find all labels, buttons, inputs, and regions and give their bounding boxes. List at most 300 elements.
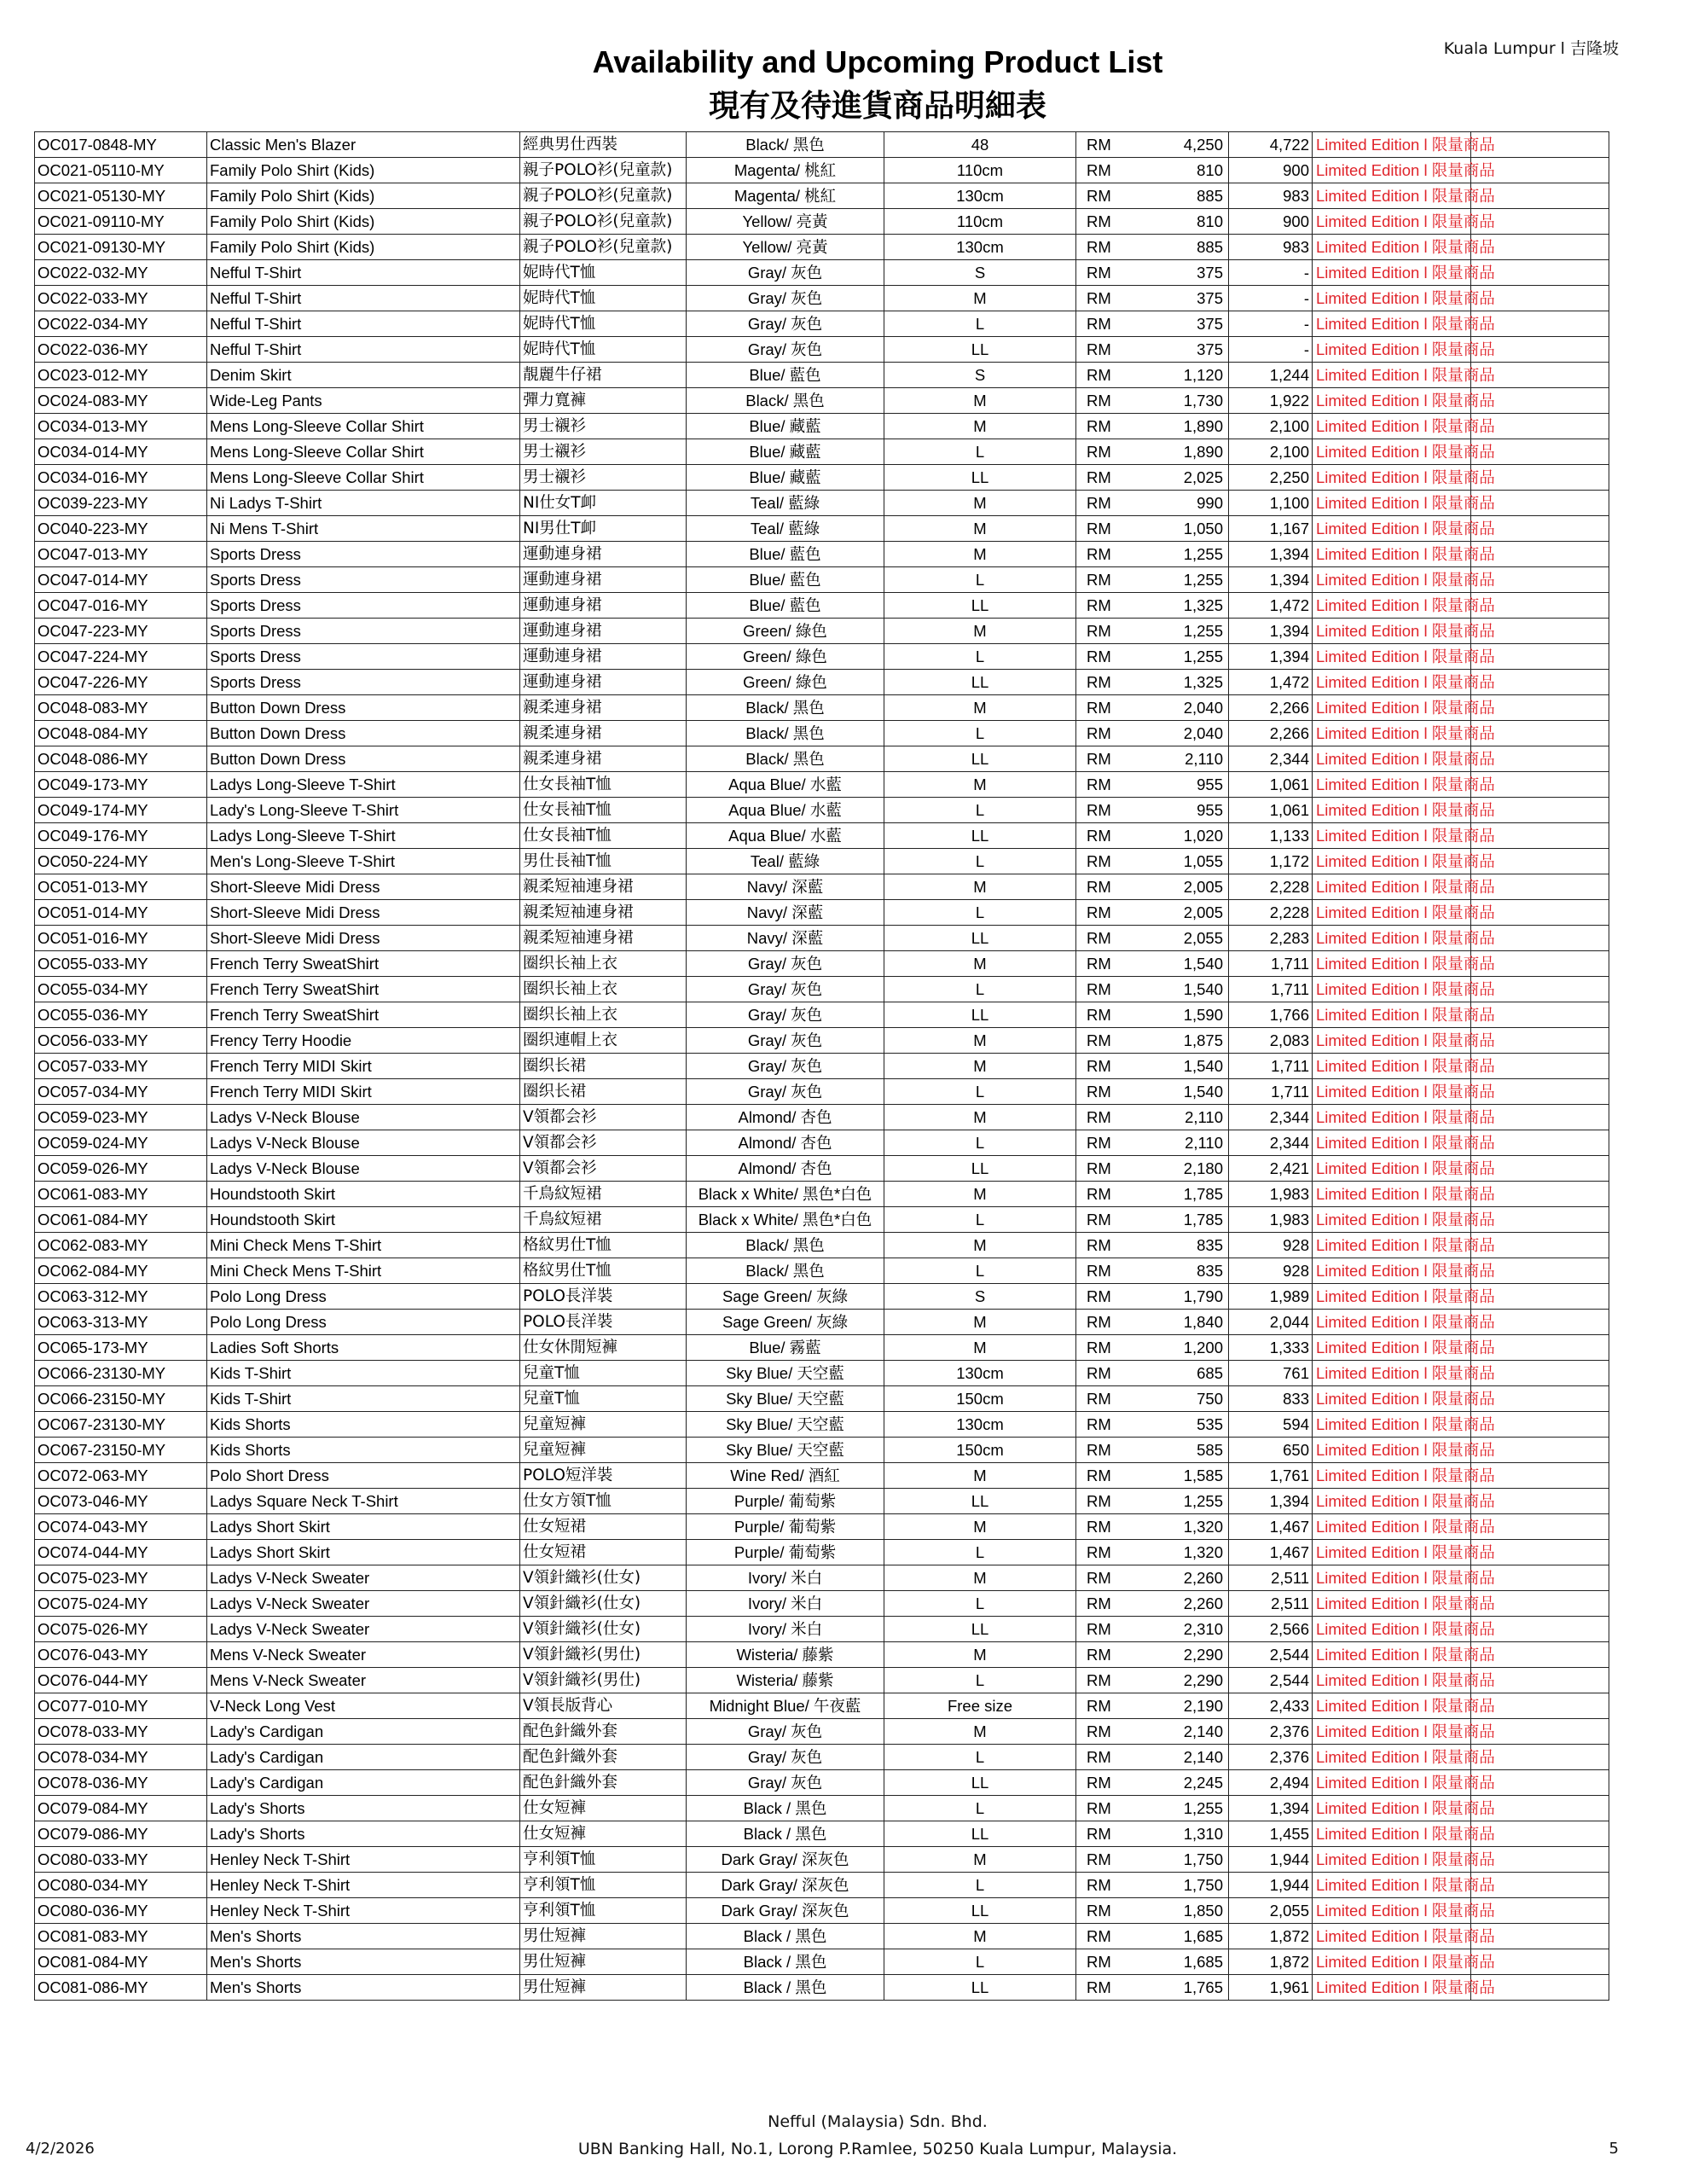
price-value: 750: [1197, 1390, 1223, 1408]
currency-label: RM: [1087, 212, 1111, 230]
product-name-cell: Henley Neck T-Shirt: [207, 1847, 520, 1873]
edition-note-cell: Limited Edition l 限量商品: [1313, 1719, 1471, 1745]
member-price-cell: 1,961: [1229, 1975, 1313, 2001]
member-price-cell: 983: [1229, 183, 1313, 209]
price-cell: [1076, 1438, 1229, 1463]
edition-note-cell: Limited Edition l 限量商品: [1313, 1182, 1471, 1207]
product-color-cell: Black / 黑色: [687, 1821, 884, 1847]
product-name-zh-cell: POLO短洋裝: [520, 1463, 687, 1489]
product-code-cell: OC080-036-MY: [35, 1898, 207, 1924]
product-name-zh-cell: 親子POLO衫(兒童款): [520, 158, 687, 183]
product-code-cell: OC074-043-MY: [35, 1514, 207, 1540]
product-code-cell: OC067-23150-MY: [35, 1438, 207, 1463]
price-cell: [1076, 1130, 1229, 1156]
product-code-cell: OC022-033-MY: [35, 286, 207, 311]
table-row: [35, 1028, 1609, 1054]
price-cell: [1076, 260, 1229, 286]
product-name-zh-cell: 親子POLO衫(兒童款): [520, 209, 687, 235]
product-name-cell: Ladys V-Neck Blouse: [207, 1130, 520, 1156]
member-price-cell: 1,061: [1229, 798, 1313, 823]
price-value: 2,005: [1183, 878, 1223, 896]
edition-note-cell: Limited Edition l 限量商品: [1313, 1540, 1471, 1565]
price-value: 375: [1197, 315, 1223, 333]
product-name-cell: Denim Skirt: [207, 363, 520, 388]
product-name-zh-cell: 彈力寬褲: [520, 388, 687, 414]
price-value: 835: [1197, 1236, 1223, 1254]
product-color-cell: Blue/ 藍色: [687, 363, 884, 388]
table-row: [35, 1438, 1609, 1463]
product-color-cell: Gray/ 灰色: [687, 1002, 884, 1028]
price-value: 2,005: [1183, 903, 1223, 921]
edition-note-cell: Limited Edition l 限量商品: [1313, 1591, 1471, 1617]
product-name-cell: Polo Long Dress: [207, 1284, 520, 1310]
product-name-cell: Family Polo Shirt (Kids): [207, 158, 520, 183]
member-price-cell: -: [1229, 286, 1313, 311]
table-row: [35, 695, 1609, 721]
price-value: 1,590: [1183, 1006, 1223, 1024]
edition-note-cell: Limited Edition l 限量商品: [1313, 1693, 1471, 1719]
product-name-cell: Lady's Cardigan: [207, 1719, 520, 1745]
product-color-cell: Aqua Blue/ 水藍: [687, 772, 884, 798]
product-color-cell: Wisteria/ 藤紫: [687, 1642, 884, 1668]
edition-note-cell: Limited Edition l 限量商品: [1313, 516, 1471, 542]
price-value: 1,790: [1183, 1287, 1223, 1305]
product-name-zh-cell: 格紋男仕T恤: [520, 1258, 687, 1284]
edition-note-cell: Limited Edition l 限量商品: [1313, 593, 1471, 619]
currency-label: RM: [1087, 1953, 1111, 1971]
product-size-cell: L: [884, 1207, 1076, 1233]
product-color-cell: Gray/ 灰色: [687, 1745, 884, 1770]
product-code-cell: OC022-034-MY: [35, 311, 207, 337]
product-code-cell: OC080-033-MY: [35, 1847, 207, 1873]
member-price-cell: 2,055: [1229, 1898, 1313, 1924]
member-price-cell: 761: [1229, 1361, 1313, 1386]
product-name-cell: Houndstooth Skirt: [207, 1182, 520, 1207]
edition-note-cell: Limited Edition l 限量商品: [1313, 1873, 1471, 1898]
product-size-cell: L: [884, 1079, 1076, 1105]
product-size-cell: 130cm: [884, 1361, 1076, 1386]
member-price-cell: 1,922: [1229, 388, 1313, 414]
product-name-zh-cell: V領針織衫(仕女): [520, 1565, 687, 1591]
product-name-cell: French Terry SweatShirt: [207, 977, 520, 1002]
product-color-cell: Black / 黑色: [687, 1975, 884, 2001]
product-code-cell: OC057-033-MY: [35, 1054, 207, 1079]
product-code-cell: OC048-086-MY: [35, 746, 207, 772]
product-size-cell: M: [884, 1847, 1076, 1873]
member-price-cell: 833: [1229, 1386, 1313, 1412]
product-name-zh-cell: 圈织长裙: [520, 1079, 687, 1105]
product-color-cell: Green/ 綠色: [687, 670, 884, 695]
product-name-cell: Family Polo Shirt (Kids): [207, 209, 520, 235]
edition-note-cell: Limited Edition l 限量商品: [1313, 746, 1471, 772]
product-code-cell: OC073-046-MY: [35, 1489, 207, 1514]
price-cell: [1076, 1617, 1229, 1642]
currency-label: RM: [1087, 1262, 1111, 1280]
table-row: [35, 1233, 1609, 1258]
edition-note-cell: Limited Edition l 限量商品: [1313, 1565, 1471, 1591]
price-value: 1,255: [1183, 622, 1223, 640]
product-name-cell: French Terry MIDI Skirt: [207, 1079, 520, 1105]
product-name-cell: Mini Check Mens T-Shirt: [207, 1258, 520, 1284]
product-size-cell: L: [884, 900, 1076, 926]
price-cell: [1076, 746, 1229, 772]
edition-note-cell: Limited Edition l 限量商品: [1313, 1924, 1471, 1949]
price-cell: [1076, 593, 1229, 619]
currency-label: RM: [1087, 1467, 1111, 1484]
product-name-zh-cell: 經典男仕西裝: [520, 132, 687, 158]
table-row: [35, 1821, 1609, 1847]
product-color-cell: Yellow/ 亮黃: [687, 209, 884, 235]
currency-label: RM: [1087, 238, 1111, 256]
price-value: 2,180: [1183, 1159, 1223, 1177]
price-value: 810: [1197, 161, 1223, 179]
member-price-cell: 2,376: [1229, 1745, 1313, 1770]
member-price-cell: 1,172: [1229, 849, 1313, 874]
price-value: 1,730: [1183, 392, 1223, 410]
currency-label: RM: [1087, 1774, 1111, 1792]
product-size-cell: M: [884, 1719, 1076, 1745]
edition-note-cell: Limited Edition l 限量商品: [1313, 772, 1471, 798]
edition-note-cell: Limited Edition l 限量商品: [1313, 1284, 1471, 1310]
product-size-cell: M: [884, 286, 1076, 311]
product-color-cell: Gray/ 灰色: [687, 286, 884, 311]
table-row: [35, 1412, 1609, 1438]
product-name-zh-cell: 配色針織外套: [520, 1719, 687, 1745]
currency-label: RM: [1087, 1390, 1111, 1408]
product-code-cell: OC047-016-MY: [35, 593, 207, 619]
product-name-cell: French Terry SweatShirt: [207, 1002, 520, 1028]
product-name-zh-cell: 兒童T恤: [520, 1386, 687, 1412]
price-cell: [1076, 951, 1229, 977]
product-size-cell: LL: [884, 337, 1076, 363]
price-value: 2,040: [1183, 699, 1223, 717]
table-row: [35, 1591, 1609, 1617]
product-color-cell: Black/ 黑色: [687, 132, 884, 158]
edition-note-cell: Limited Edition l 限量商品: [1313, 1207, 1471, 1233]
product-size-cell: L: [884, 1130, 1076, 1156]
edition-note-cell: Limited Edition l 限量商品: [1313, 1002, 1471, 1028]
member-price-cell: 2,544: [1229, 1642, 1313, 1668]
price-cell: [1076, 311, 1229, 337]
product-name-cell: V-Neck Long Vest: [207, 1693, 520, 1719]
product-name-cell: Ladys Long-Sleeve T-Shirt: [207, 823, 520, 849]
price-value: 1,325: [1183, 596, 1223, 614]
footer-address: UBN Banking Hall, No.1, Lorong P.Ramlee, 50250 Kuala Lumpur, Malaysia.: [577, 2140, 1178, 2158]
product-color-cell: Gray/ 灰色: [687, 260, 884, 286]
price-cell: [1076, 670, 1229, 695]
edition-note-cell: Limited Edition l 限量商品: [1313, 1310, 1471, 1335]
member-price-cell: 2,566: [1229, 1617, 1313, 1642]
product-size-cell: LL: [884, 926, 1076, 951]
product-size-cell: M: [884, 1233, 1076, 1258]
product-size-cell: M: [884, 1463, 1076, 1489]
edition-note-cell: Limited Edition l 限量商品: [1313, 1361, 1471, 1386]
product-color-cell: Aqua Blue/ 水藍: [687, 823, 884, 849]
currency-label: RM: [1087, 1825, 1111, 1843]
table-row: [35, 926, 1609, 951]
member-price-cell: 1,467: [1229, 1514, 1313, 1540]
product-name-zh-cell: 運動連身裙: [520, 644, 687, 670]
price-cell: [1076, 874, 1229, 900]
currency-label: RM: [1087, 750, 1111, 768]
location-label: Kuala Lumpur l 吉隆坡: [1443, 39, 1619, 58]
product-name-cell: Men's Shorts: [207, 1924, 520, 1949]
price-value: 1,850: [1183, 1902, 1223, 1920]
price-value: 1,255: [1183, 545, 1223, 563]
product-code-cell: OC051-014-MY: [35, 900, 207, 926]
edition-note-cell: Limited Edition l 限量商品: [1313, 1438, 1471, 1463]
table-row: [35, 798, 1609, 823]
product-name-cell: Ladys V-Neck Sweater: [207, 1617, 520, 1642]
currency-label: RM: [1087, 622, 1111, 640]
product-size-cell: M: [884, 1028, 1076, 1054]
product-color-cell: Navy/ 深藍: [687, 874, 884, 900]
price-cell: [1076, 1719, 1229, 1745]
product-code-cell: OC066-23130-MY: [35, 1361, 207, 1386]
currency-label: RM: [1087, 545, 1111, 563]
price-cell: [1076, 414, 1229, 439]
table-row: [35, 849, 1609, 874]
product-size-cell: LL: [884, 1002, 1076, 1028]
edition-note-cell: Limited Edition l 限量商品: [1313, 1668, 1471, 1693]
product-name-zh-cell: 兒童T恤: [520, 1361, 687, 1386]
table-row: [35, 1258, 1609, 1284]
member-price-cell: 2,228: [1229, 874, 1313, 900]
currency-label: RM: [1087, 1543, 1111, 1561]
price-value: 2,025: [1183, 468, 1223, 486]
product-name-zh-cell: V領長版背心: [520, 1693, 687, 1719]
member-price-cell: 1,944: [1229, 1873, 1313, 1898]
price-cell: [1076, 1002, 1229, 1028]
product-size-cell: L: [884, 977, 1076, 1002]
edition-note-cell: Limited Edition l 限量商品: [1313, 849, 1471, 874]
product-color-cell: Navy/ 深藍: [687, 900, 884, 926]
product-size-cell: L: [884, 644, 1076, 670]
product-name-zh-cell: 兒童短褲: [520, 1438, 687, 1463]
product-color-cell: Black/ 黑色: [687, 388, 884, 414]
product-size-cell: L: [884, 311, 1076, 337]
price-cell: [1076, 1028, 1229, 1054]
product-name-cell: Ni Ladys T-Shirt: [207, 491, 520, 516]
product-color-cell: Gray/ 灰色: [687, 1719, 884, 1745]
currency-label: RM: [1087, 1697, 1111, 1715]
product-code-cell: OC061-084-MY: [35, 1207, 207, 1233]
product-size-cell: M: [884, 619, 1076, 644]
product-name-cell: Button Down Dress: [207, 695, 520, 721]
edition-note-cell: Limited Edition l 限量商品: [1313, 286, 1471, 311]
currency-label: RM: [1087, 1671, 1111, 1689]
product-color-cell: Blue/ 藍色: [687, 542, 884, 567]
table-row: [35, 158, 1609, 183]
product-size-cell: M: [884, 516, 1076, 542]
product-code-cell: OC055-034-MY: [35, 977, 207, 1002]
product-code-cell: OC063-313-MY: [35, 1310, 207, 1335]
product-name-zh-cell: 仕女短裙: [520, 1514, 687, 1540]
currency-label: RM: [1087, 443, 1111, 461]
currency-label: RM: [1087, 1646, 1111, 1664]
product-size-cell: M: [884, 1054, 1076, 1079]
product-color-cell: Gray/ 灰色: [687, 337, 884, 363]
product-size-cell: L: [884, 849, 1076, 874]
currency-label: RM: [1087, 852, 1111, 870]
product-size-cell: M: [884, 542, 1076, 567]
product-color-cell: Teal/ 藍綠: [687, 491, 884, 516]
member-price-cell: 2,250: [1229, 465, 1313, 491]
currency-label: RM: [1087, 955, 1111, 973]
product-name-zh-cell: 亨利領T恤: [520, 1898, 687, 1924]
product-code-cell: OC062-084-MY: [35, 1258, 207, 1284]
product-code-cell: OC061-083-MY: [35, 1182, 207, 1207]
member-price-cell: 1,394: [1229, 619, 1313, 644]
product-code-cell: OC079-084-MY: [35, 1796, 207, 1821]
product-size-cell: M: [884, 1310, 1076, 1335]
product-color-cell: Sky Blue/ 天空藍: [687, 1386, 884, 1412]
edition-note-cell: Limited Edition l 限量商品: [1313, 465, 1471, 491]
product-name-zh-cell: 男仕短褲: [520, 1975, 687, 2001]
currency-label: RM: [1087, 187, 1111, 205]
member-price-cell: 2,266: [1229, 695, 1313, 721]
product-code-cell: OC017-0848-MY: [35, 132, 207, 158]
currency-label: RM: [1087, 980, 1111, 998]
table-row: [35, 1847, 1609, 1873]
product-name-cell: Lady's Long-Sleeve T-Shirt: [207, 798, 520, 823]
product-name-cell: Ladys V-Neck Sweater: [207, 1591, 520, 1617]
price-value: 2,260: [1183, 1569, 1223, 1587]
product-size-cell: M: [884, 874, 1076, 900]
product-code-cell: OC062-083-MY: [35, 1233, 207, 1258]
product-name-cell: Kids T-Shirt: [207, 1386, 520, 1412]
table-row: [35, 721, 1609, 746]
product-code-cell: OC048-084-MY: [35, 721, 207, 746]
price-value: 835: [1197, 1262, 1223, 1280]
table-row: [35, 235, 1609, 260]
product-size-cell: LL: [884, 746, 1076, 772]
member-price-cell: -: [1229, 311, 1313, 337]
product-size-cell: LL: [884, 465, 1076, 491]
edition-note-cell: Limited Edition l 限量商品: [1313, 695, 1471, 721]
product-name-cell: Sports Dress: [207, 644, 520, 670]
edition-note-cell: Limited Edition l 限量商品: [1313, 798, 1471, 823]
price-cell: [1076, 1258, 1229, 1284]
product-color-cell: Gray/ 灰色: [687, 1079, 884, 1105]
product-name-cell: Ladys Short Skirt: [207, 1540, 520, 1565]
product-name-cell: Ladys Square Neck T-Shirt: [207, 1489, 520, 1514]
product-color-cell: Ivory/ 米白: [687, 1565, 884, 1591]
edition-note-cell: Limited Edition l 限量商品: [1313, 439, 1471, 465]
price-cell: [1076, 1975, 1229, 2001]
product-color-cell: Magenta/ 桃紅: [687, 158, 884, 183]
product-table: [34, 131, 1609, 2001]
member-price-cell: 1,394: [1229, 542, 1313, 567]
product-name-zh-cell: V領都会衫: [520, 1105, 687, 1130]
edition-note-cell: Limited Edition l 限量商品: [1313, 721, 1471, 746]
product-color-cell: Black/ 黑色: [687, 746, 884, 772]
price-value: 1,785: [1183, 1185, 1223, 1203]
table-row: [35, 1540, 1609, 1565]
edition-note-cell: Limited Edition l 限量商品: [1313, 337, 1471, 363]
member-price-cell: 2,511: [1229, 1591, 1313, 1617]
table-row: [35, 542, 1609, 567]
product-name-cell: Ladys Short Skirt: [207, 1514, 520, 1540]
price-value: 375: [1197, 264, 1223, 282]
price-cell: [1076, 1335, 1229, 1361]
edition-note-cell: Limited Edition l 限量商品: [1313, 1898, 1471, 1924]
product-name-zh-cell: 靚麗牛仔裙: [520, 363, 687, 388]
product-name-cell: Ladys Long-Sleeve T-Shirt: [207, 772, 520, 798]
table-row: [35, 337, 1609, 363]
footer-date: 4/2/2026: [26, 2140, 95, 2158]
product-name-cell: Nefful T-Shirt: [207, 260, 520, 286]
member-price-cell: 2,044: [1229, 1310, 1313, 1335]
currency-label: RM: [1087, 699, 1111, 717]
table-row: [35, 286, 1609, 311]
product-code-cell: OC074-044-MY: [35, 1540, 207, 1565]
product-name-cell: Sports Dress: [207, 619, 520, 644]
product-name-zh-cell: 親子POLO衫(兒童款): [520, 183, 687, 209]
currency-label: RM: [1087, 1083, 1111, 1101]
product-size-cell: L: [884, 1873, 1076, 1898]
product-size-cell: M: [884, 1642, 1076, 1668]
product-name-zh-cell: 仕女長袖T恤: [520, 772, 687, 798]
price-value: 1,255: [1183, 1799, 1223, 1817]
price-value: 2,190: [1183, 1697, 1223, 1715]
price-cell: [1076, 439, 1229, 465]
edition-note-cell: Limited Edition l 限量商品: [1313, 823, 1471, 849]
price-cell: [1076, 1233, 1229, 1258]
edition-note-cell: Limited Edition l 限量商品: [1313, 260, 1471, 286]
product-name-cell: Mens V-Neck Sweater: [207, 1642, 520, 1668]
member-price-cell: 900: [1229, 158, 1313, 183]
product-color-cell: Wisteria/ 藤紫: [687, 1668, 884, 1693]
table-row: [35, 1310, 1609, 1335]
price-cell: [1076, 209, 1229, 235]
currency-label: RM: [1087, 161, 1111, 179]
price-cell: [1076, 388, 1229, 414]
table-row: [35, 1796, 1609, 1821]
product-name-cell: Short-Sleeve Midi Dress: [207, 874, 520, 900]
product-code-cell: OC065-173-MY: [35, 1335, 207, 1361]
product-code-cell: OC048-083-MY: [35, 695, 207, 721]
table-row: [35, 439, 1609, 465]
price-cell: [1076, 1105, 1229, 1130]
price-value: 685: [1197, 1364, 1223, 1382]
product-name-zh-cell: 仕女短裙: [520, 1540, 687, 1565]
currency-label: RM: [1087, 417, 1111, 435]
edition-note-cell: Limited Edition l 限量商品: [1313, 1745, 1471, 1770]
product-code-cell: OC078-034-MY: [35, 1745, 207, 1770]
currency-label: RM: [1087, 673, 1111, 691]
edition-note-cell: Limited Edition l 限量商品: [1313, 619, 1471, 644]
product-name-cell: Ladies Soft Shorts: [207, 1335, 520, 1361]
product-name-cell: Sports Dress: [207, 670, 520, 695]
member-price-cell: 4,722: [1229, 132, 1313, 158]
product-color-cell: Yellow/ 亮黃: [687, 235, 884, 260]
product-name-zh-cell: 圈织长袖上衣: [520, 951, 687, 977]
member-price-cell: 1,333: [1229, 1335, 1313, 1361]
currency-label: RM: [1087, 1185, 1111, 1203]
product-code-cell: OC047-226-MY: [35, 670, 207, 695]
product-name-zh-cell: 男士襯衫: [520, 465, 687, 491]
product-color-cell: Blue/ 藏藍: [687, 465, 884, 491]
table-row: [35, 465, 1609, 491]
product-name-cell: Kids T-Shirt: [207, 1361, 520, 1386]
table-row: [35, 593, 1609, 619]
product-code-cell: OC067-23130-MY: [35, 1412, 207, 1438]
product-name-cell: Short-Sleeve Midi Dress: [207, 926, 520, 951]
page-number: 5: [1609, 2140, 1619, 2158]
price-cell: [1076, 542, 1229, 567]
product-size-cell: M: [884, 695, 1076, 721]
